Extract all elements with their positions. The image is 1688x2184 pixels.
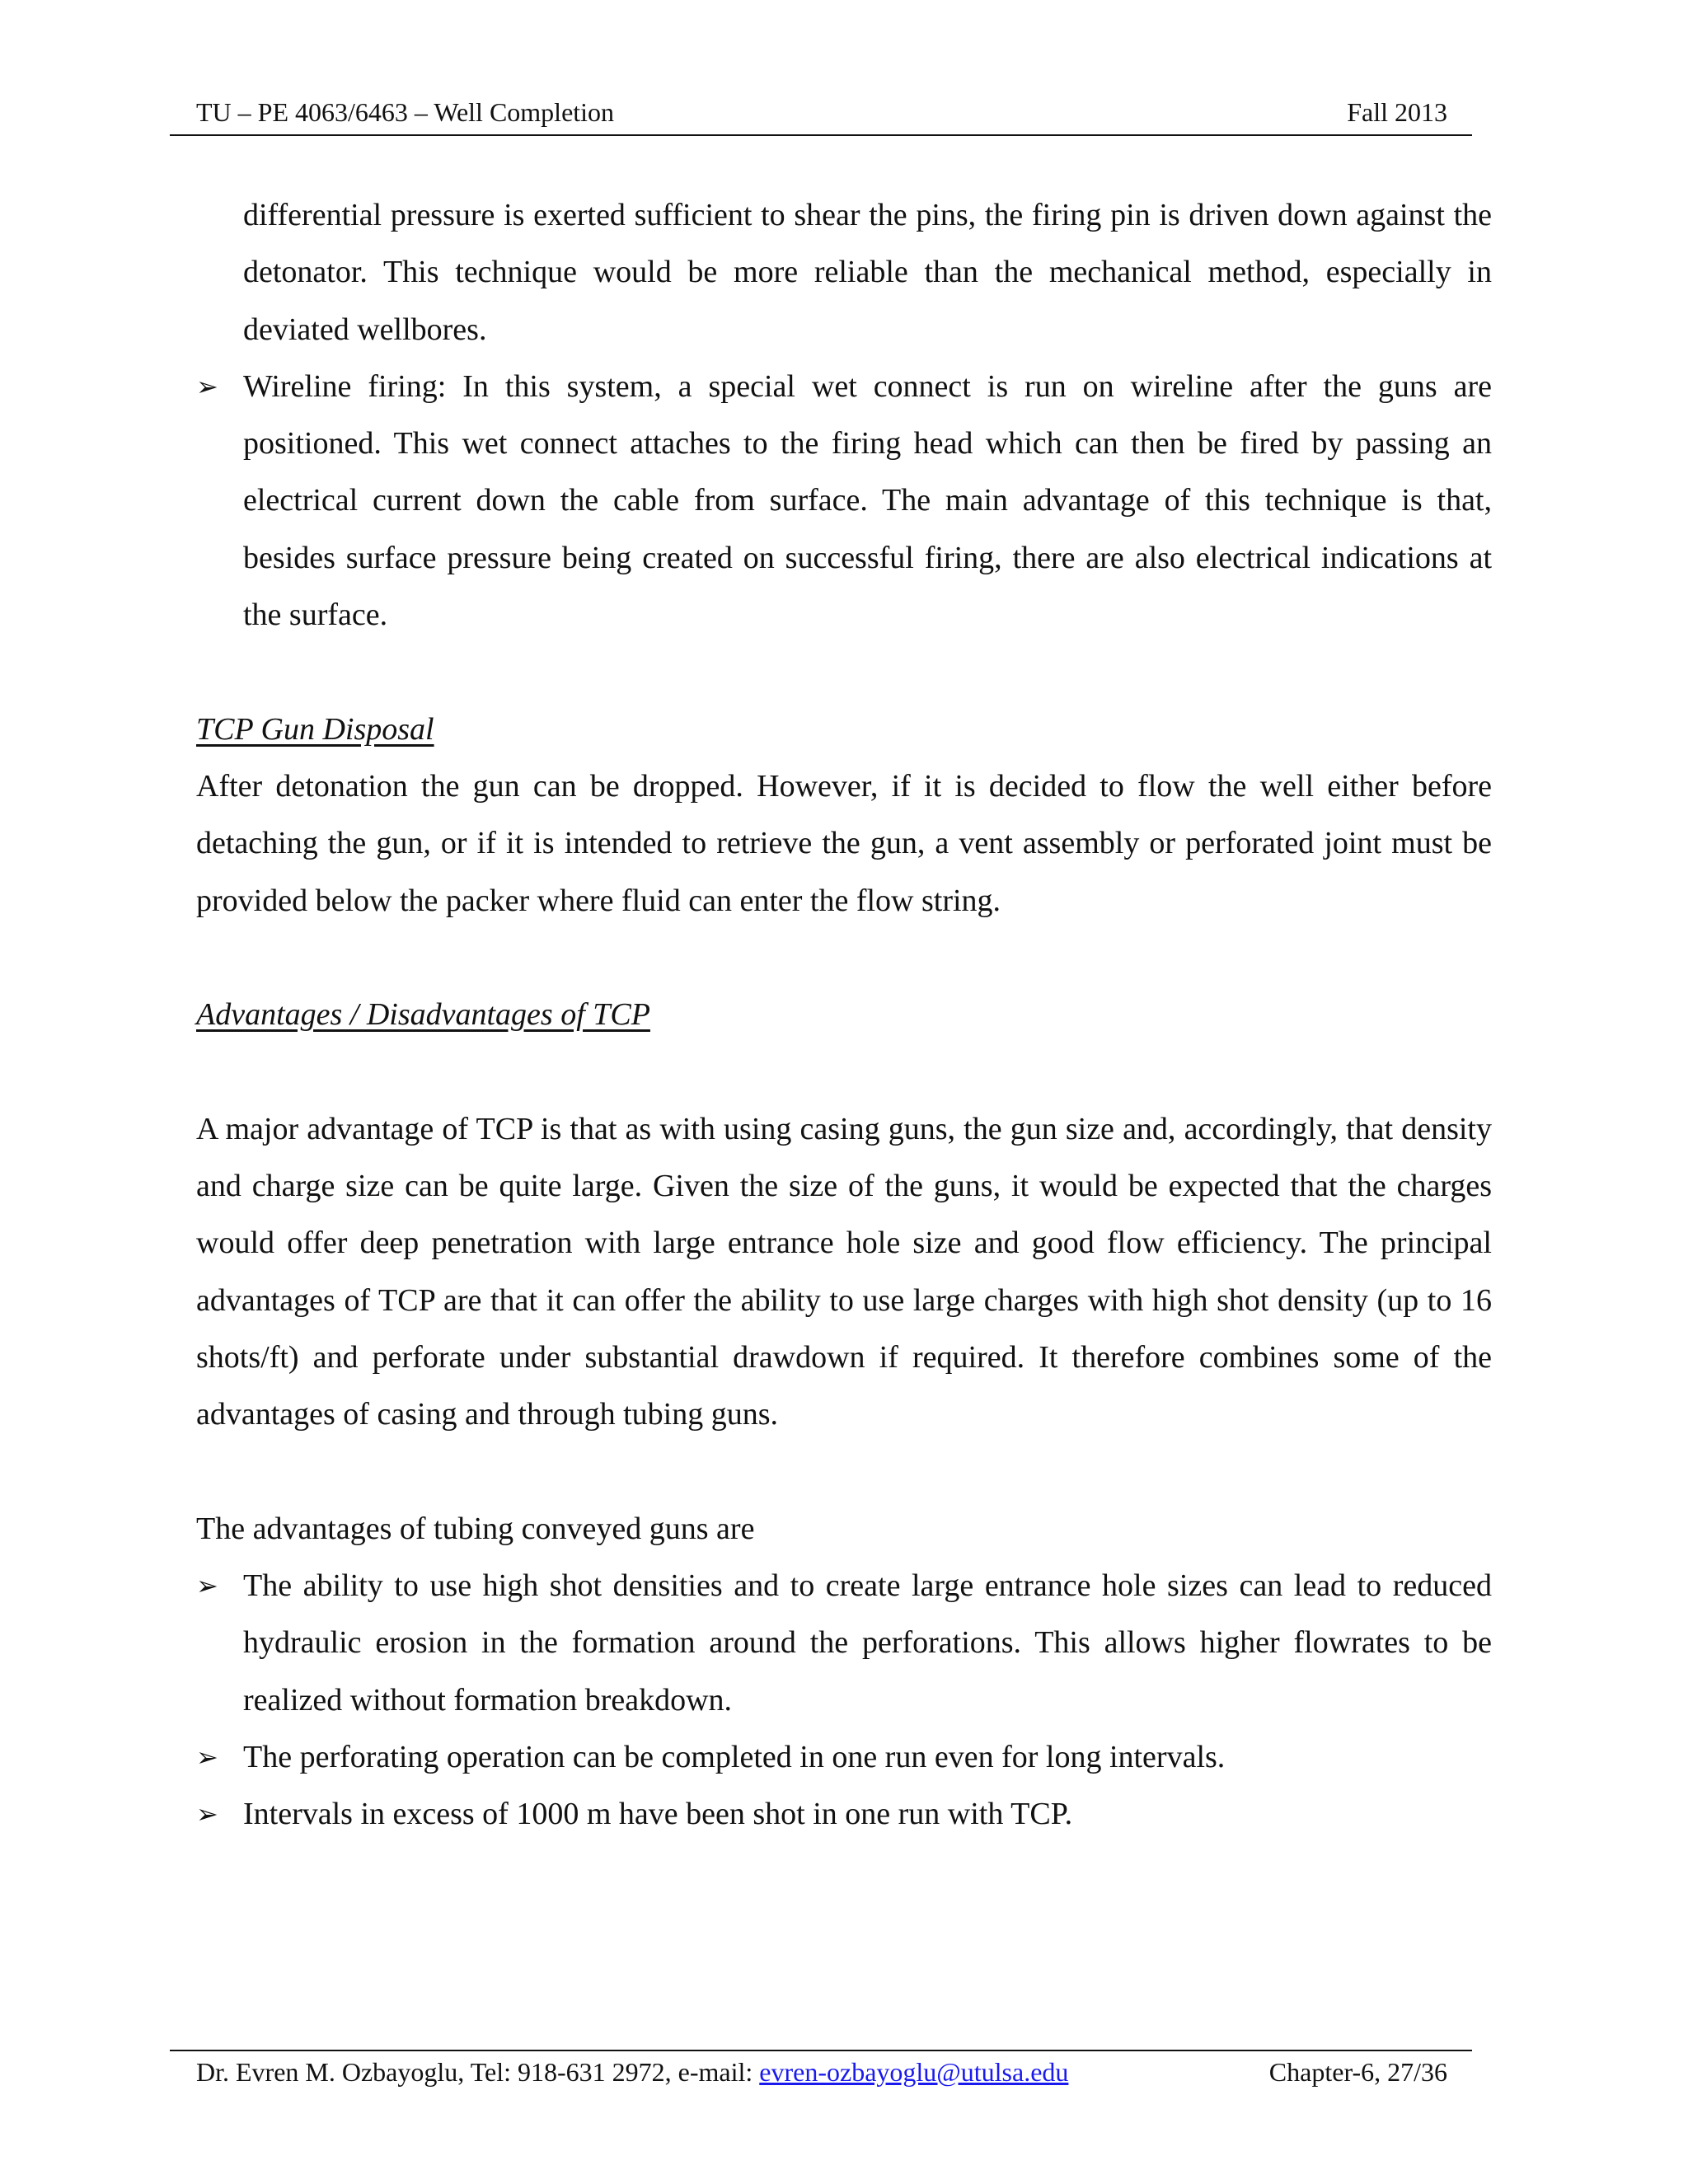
arrow-bullet-icon: ➢	[196, 1570, 218, 1602]
header-rule	[170, 134, 1472, 136]
bullet-item-one-run	[196, 1729, 1492, 1786]
bullet-text: Intervals in excess of 1000 m have been shot in one run with TCP.	[243, 1797, 1073, 1832]
spacer	[196, 1043, 1492, 1100]
section-heading-advantages: Advantages / Disadvantages of TCP	[196, 997, 650, 1033]
page-header	[196, 96, 1447, 132]
contact-text: Dr. Evren M. Ozbayoglu, Tel: 918-631 2972, e-mail:	[196, 2057, 760, 2087]
advantages-paragraph: A major advantage of TCP is that as with using casing guns, the gun size and, accordingly, that density and charge size can be quite large. Given the size of the guns, it would be expected that the charges would offer deep penetration with large entrance hole size and good flow efficiency. The principal advantages of TCP are that it can offer the ability to use large charges with high shot density (up to 16 shots/ft) and perforate under substantial drawdown if required. It therefore combines some of the advantages of casing and through tubing guns.	[196, 1111, 1492, 1432]
section-heading-gun-disposal: TCP Gun Disposal	[196, 711, 434, 747]
bullet-item-long-intervals	[196, 1786, 1492, 1843]
bullet-text: The ability to use high shot densities and to create large entrance hole sizes can lead to reduced hydraulic erosion in the formation around the perforations. This allows higher flowrates to be realized without formation breakdown.	[243, 1568, 1492, 1718]
bullet-item-wireline-firing	[196, 359, 1492, 644]
term-label: Fall 2013	[1347, 97, 1447, 127]
bullet-item-high-shot-density	[196, 1558, 1492, 1729]
page-footer	[196, 2055, 1447, 2092]
spacer	[196, 1444, 1492, 1501]
page-content	[196, 187, 1492, 1844]
advantages-list-intro: The advantages of tubing conveyed guns are	[196, 1511, 755, 1546]
footer-rule	[170, 2050, 1472, 2051]
arrow-bullet-icon: ➢	[196, 1798, 218, 1830]
arrow-bullet-icon: ➢	[196, 1741, 218, 1774]
bullet-text: The perforating operation can be completed in one run even for long intervals.	[243, 1740, 1226, 1775]
gun-disposal-paragraph: After detonation the gun can be dropped. However, if it is decided to flow the well either before detaching the gun, or if it is intended to retrieve the gun, a vent assembly or perforated joint must be provided below the packer where fluid can enter the flow string.	[196, 768, 1492, 918]
email-link[interactable]: evren-ozbayoglu@utulsa.edu	[759, 2057, 1069, 2087]
continued-paragraph: differential pressure is exerted sufficient to shear the pins, the firing pin is driven down against the detonator. This technique would be more reliable than the mechanical method, especially in deviated wellbores.	[243, 198, 1492, 347]
bullet-text: Wireline firing: In this system, a special wet connect is run on wireline after the guns are positioned. This wet connect attaches to the firing head which can then be fired by passing an electrical current down the cable from surface. The main advantage of this technique is that, besides surface pressure being created on successful firing, there are also electrical indications at the surface.	[243, 368, 1492, 633]
arrow-bullet-icon: ➢	[196, 370, 218, 402]
spacer	[196, 930, 1492, 987]
course-title: TU – PE 4063/6463 – Well Completion	[196, 97, 615, 127]
author-contact	[196, 2055, 1068, 2088]
spacer	[196, 644, 1492, 701]
page-number: Chapter-6, 27/36	[1268, 2057, 1447, 2087]
